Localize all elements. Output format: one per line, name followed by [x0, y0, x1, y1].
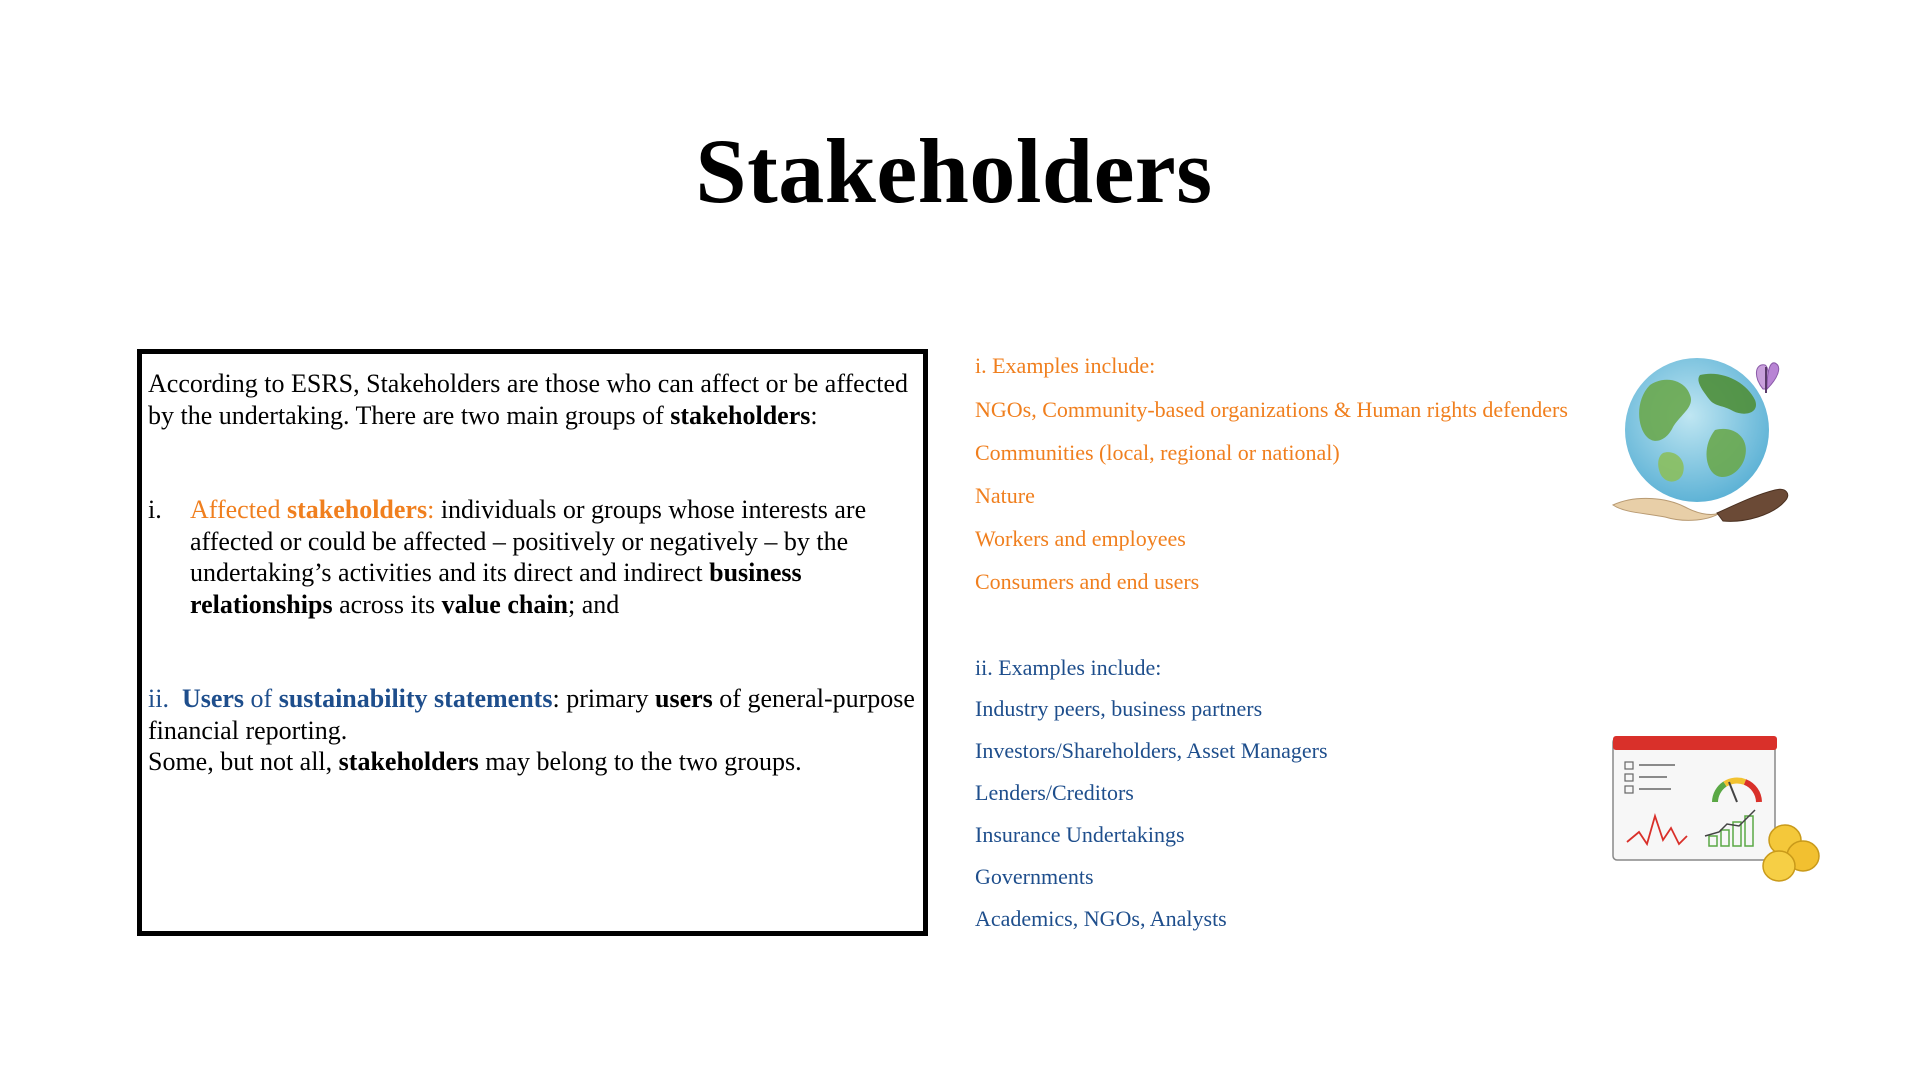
intro-bold: stakeholders	[670, 400, 811, 430]
list-item: Consumers and end users	[975, 569, 1200, 594]
affected-desc-2: across its	[332, 589, 442, 619]
list-item: Academics, NGOs, Analysts	[975, 906, 1227, 931]
globe-in-hands-with-butterfly-icon	[1605, 345, 1805, 545]
list-marker-i: i.	[148, 495, 162, 524]
affected-label-bold: stakeholders	[286, 495, 428, 524]
affected-bold-business: business relationships	[190, 558, 802, 619]
users-label: Users	[181, 684, 245, 713]
affected-stakeholders-item	[148, 494, 923, 620]
closing-bold: stakeholders	[338, 747, 479, 776]
closing-text: Some, but not all,	[148, 747, 339, 776]
intro-text: According to ESRS, Stakeholders are those who can affect or be affected by the undertaking. There are two main groups of	[148, 369, 909, 430]
users-label-bold: sustainability statements	[278, 684, 553, 713]
users-label-of: of	[244, 684, 279, 713]
affected-examples-list	[975, 355, 1575, 615]
list-item: Governments	[975, 864, 1094, 889]
affected-desc-3: ; and	[568, 589, 620, 619]
list-marker-ii: ii.	[148, 684, 169, 713]
affected-bold-value-chain: value chain	[441, 589, 569, 619]
affected-stakeholders-text	[190, 494, 890, 620]
affected-label: Affected	[190, 495, 287, 524]
list-item: Industry peers, business partners	[975, 696, 1263, 721]
closing-text-2: may belong to the two groups.	[478, 747, 802, 776]
users-item	[148, 683, 923, 746]
list-item: Investors/Shareholders, Asset Managers	[975, 738, 1328, 763]
list-item: Nature	[975, 483, 1035, 508]
users-desc: : primary	[552, 684, 655, 713]
users-examples-heading: ii. Examples include:	[975, 655, 1162, 680]
list-item: Workers and employees	[975, 526, 1186, 551]
users-examples-list	[975, 657, 1328, 950]
list-item: Insurance Undertakings	[975, 822, 1185, 847]
list-item: NGOs, Community-based organizations & Human rights defenders	[975, 397, 1568, 422]
closing-note	[148, 746, 923, 778]
intro-end: :	[810, 400, 818, 430]
list-item: Lenders/Creditors	[975, 780, 1134, 805]
affected-desc: individuals or groups whose interests are affected or could be affected – positively or negatively – by the undertaking’s activities and its direct and indirect	[190, 495, 867, 587]
definition-box	[137, 349, 928, 936]
affected-examples-heading: i. Examples include:	[975, 353, 1156, 378]
affected-label-colon: :	[427, 495, 435, 524]
users-desc-2: of general-purpose financial reporting.	[148, 684, 915, 745]
definition-intro	[148, 368, 923, 431]
financial-dashboard-with-coins-icon	[1605, 732, 1830, 892]
page-title: Stakeholders	[695, 120, 1213, 222]
users-bold: users	[655, 684, 713, 713]
list-item: Communities (local, regional or national)	[975, 440, 1340, 465]
